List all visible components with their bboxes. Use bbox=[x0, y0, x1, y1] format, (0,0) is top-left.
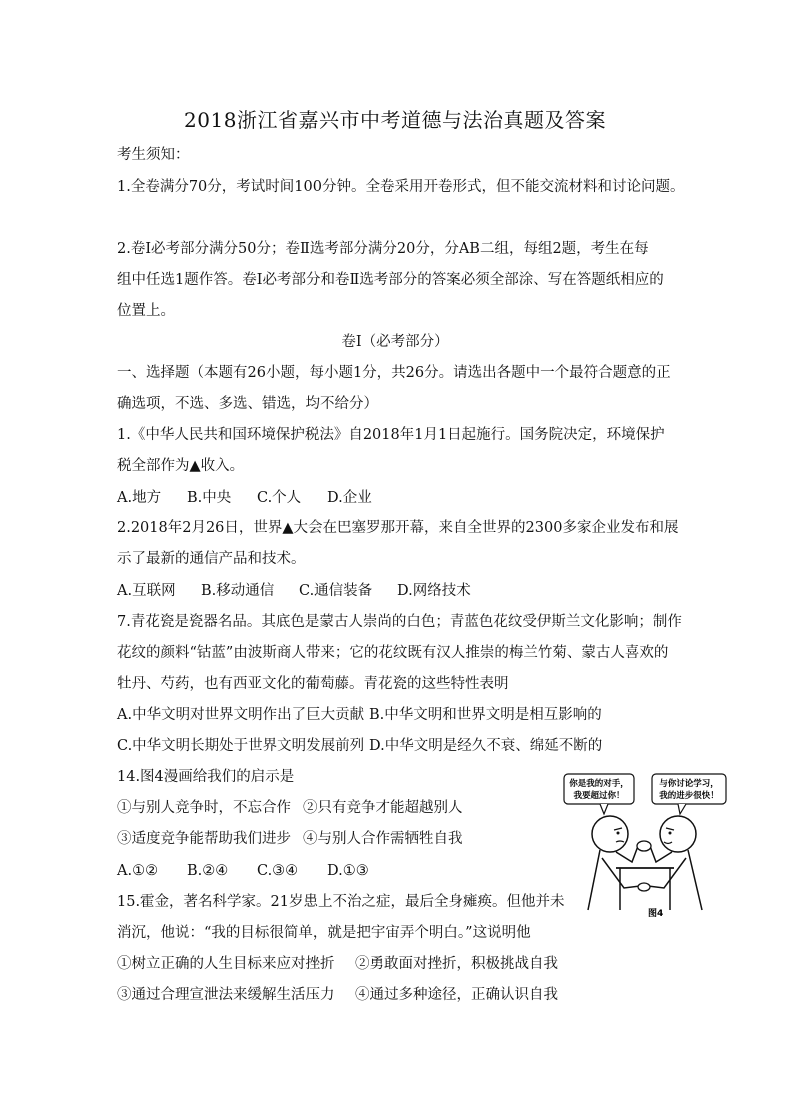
q7-option-a: A.中华文明对世界文明作出了巨大贡献 bbox=[117, 707, 365, 723]
q15-stem-line-1: 15.霍金，著名科学家。21岁患上不治之症，最后全身瘫痪。但他并未 bbox=[117, 894, 565, 910]
q14-statement-4: ④与别人合作需牺牲自我 bbox=[303, 831, 463, 847]
notice-item-2-line-1: 2.卷Ⅰ必考部分满分50分；卷Ⅱ选考部分满分20分，分AB二组，每组2题，考生在每 bbox=[117, 241, 649, 257]
q14-option-d: D.①③ bbox=[327, 863, 369, 879]
q2-option-c: C.通信装备 bbox=[299, 583, 373, 599]
q7-options-row-1 bbox=[117, 706, 602, 724]
handshake-hands bbox=[638, 883, 650, 891]
q2-option-d: D.网络技术 bbox=[397, 583, 471, 599]
q2-option-a: A.互联网 bbox=[117, 583, 176, 599]
right-person-head bbox=[660, 816, 696, 852]
q14-options bbox=[117, 862, 369, 880]
q1-option-a: A.地方 bbox=[117, 490, 162, 506]
q1-stem-line-2: 税全部作为▲收入。 bbox=[117, 458, 245, 474]
q14-stem: 14.图4漫画给我们的启示是 bbox=[117, 769, 295, 785]
q2-stem-line-2: 示了最新的通信产品和技术。 bbox=[117, 551, 306, 567]
speech-bubble-right-line-1: 与你讨论学习， bbox=[659, 779, 719, 789]
q2-options bbox=[117, 582, 471, 600]
q7-option-c: C.中华文明长期处于世界文明发展前列 bbox=[117, 738, 365, 754]
q14-statement-3: ③适度竞争能帮助我们进步 bbox=[117, 831, 291, 847]
q15-statement-4: ④通过多种途径，正确认识自我 bbox=[355, 987, 558, 1003]
q14-statement-2: ②只有竞争才能超越别人 bbox=[303, 800, 463, 816]
q14-statement-1: ①与别人竞争时，不忘合作 bbox=[117, 800, 291, 816]
q15-stem-line-2: 消沉，他说：“我的目标很简单，就是把宇宙弄个明白。”这说明他 bbox=[117, 925, 531, 941]
left-person-head bbox=[592, 816, 628, 852]
q7-stem-line-1: 7.青花瓷是瓷器名品。其底色是蒙古人崇尚的白色；青蓝色花纹受伊斯兰文化影响；制作 bbox=[117, 614, 682, 630]
q15-statements-row-1 bbox=[117, 955, 558, 973]
notice-item-2-line-2: 组中任选1题作答。卷Ⅰ必考部分和卷Ⅱ选考部分的答案必须全部涂、写在答题纸相应的 bbox=[117, 272, 664, 288]
left-person-body bbox=[588, 850, 600, 910]
q1-option-c: C.个人 bbox=[257, 490, 302, 506]
q7-stem-line-3: 牡丹、芍药，也有西亚文化的葡萄藤。青花瓷的这些特性表明 bbox=[117, 676, 509, 692]
section-title: 卷Ⅰ（必考部分） bbox=[341, 334, 449, 350]
document-title: 2018浙江省嘉兴市中考道德与法治真题及答案 bbox=[184, 108, 606, 132]
speech-bubble-left-line-2: 我要超过你！ bbox=[573, 791, 625, 801]
q2-option-b: B.移动通信 bbox=[201, 583, 275, 599]
q14-option-c: C.③④ bbox=[257, 863, 299, 879]
q14-option-b: B.②④ bbox=[187, 863, 229, 879]
q1-options bbox=[117, 489, 372, 507]
q7-option-d: D.中华文明是经久不衰、绵延不断的 bbox=[369, 738, 603, 754]
q1-option-b: B.中央 bbox=[187, 490, 232, 506]
q1-option-d: D.企业 bbox=[327, 490, 372, 506]
figure-caption: 图4 bbox=[648, 909, 664, 919]
notice-item-1: 1.全卷满分70分，考试时间100分钟。全卷采用开卷形式，但不能交流材料和讨论问题。 bbox=[117, 179, 685, 195]
q14-option-a: A.①② bbox=[117, 863, 159, 879]
speech-bubble-right-line-2: 我的进步很快！ bbox=[659, 791, 719, 801]
q7-options-row-2 bbox=[117, 737, 602, 755]
notice-heading: 考生须知： bbox=[117, 147, 190, 163]
q15-statement-1: ①树立正确的人生目标来应对挫折 bbox=[117, 956, 335, 972]
arm-wrestle-hands bbox=[637, 841, 651, 851]
q7-stem-line-2: 花纹的颜料“钴蓝”由波斯商人带来；它的花纹既有汉人推崇的梅兰竹菊、蒙古人喜欢的 bbox=[117, 645, 669, 661]
q15-statement-2: ②勇敢面对挫折，积极挑战自我 bbox=[355, 956, 558, 972]
q2-stem-line-1: 2.2018年2月26日，世界▲大会在巴塞罗那开幕，来自全世界的2300多家企业发布和展 bbox=[117, 520, 679, 536]
cartoon-figure bbox=[560, 770, 730, 920]
right-person-body bbox=[688, 850, 702, 910]
speech-bubble-left-tail bbox=[600, 804, 608, 814]
q1-stem-line-1: 1.《中华人民共和国环境保护税法》自2018年1月1日起施行。国务院决定，环境保护 bbox=[117, 427, 665, 443]
notice-item-2-line-3: 位置上。 bbox=[117, 303, 175, 319]
q14-statements-row-1 bbox=[117, 799, 463, 817]
q14-statements-row-2 bbox=[117, 830, 463, 848]
speech-bubble-left-line-1: 你是我的对手， bbox=[569, 779, 629, 789]
part1-instructions-line-1: 一、选择题（本题有26小题，每小题1分，共26分。请选出各题中一个最符合题意的正 bbox=[117, 365, 671, 381]
q15-statement-3: ③通过合理宣泄法来缓解生活压力 bbox=[117, 987, 335, 1003]
q15-statements-row-2 bbox=[117, 986, 558, 1004]
part1-instructions-line-2: 确选项，不选、多选、错选，均不给分） bbox=[117, 396, 378, 412]
speech-bubble-right-tail bbox=[678, 804, 686, 814]
q7-option-b: B.中华文明和世界文明是相互影响的 bbox=[369, 707, 602, 723]
